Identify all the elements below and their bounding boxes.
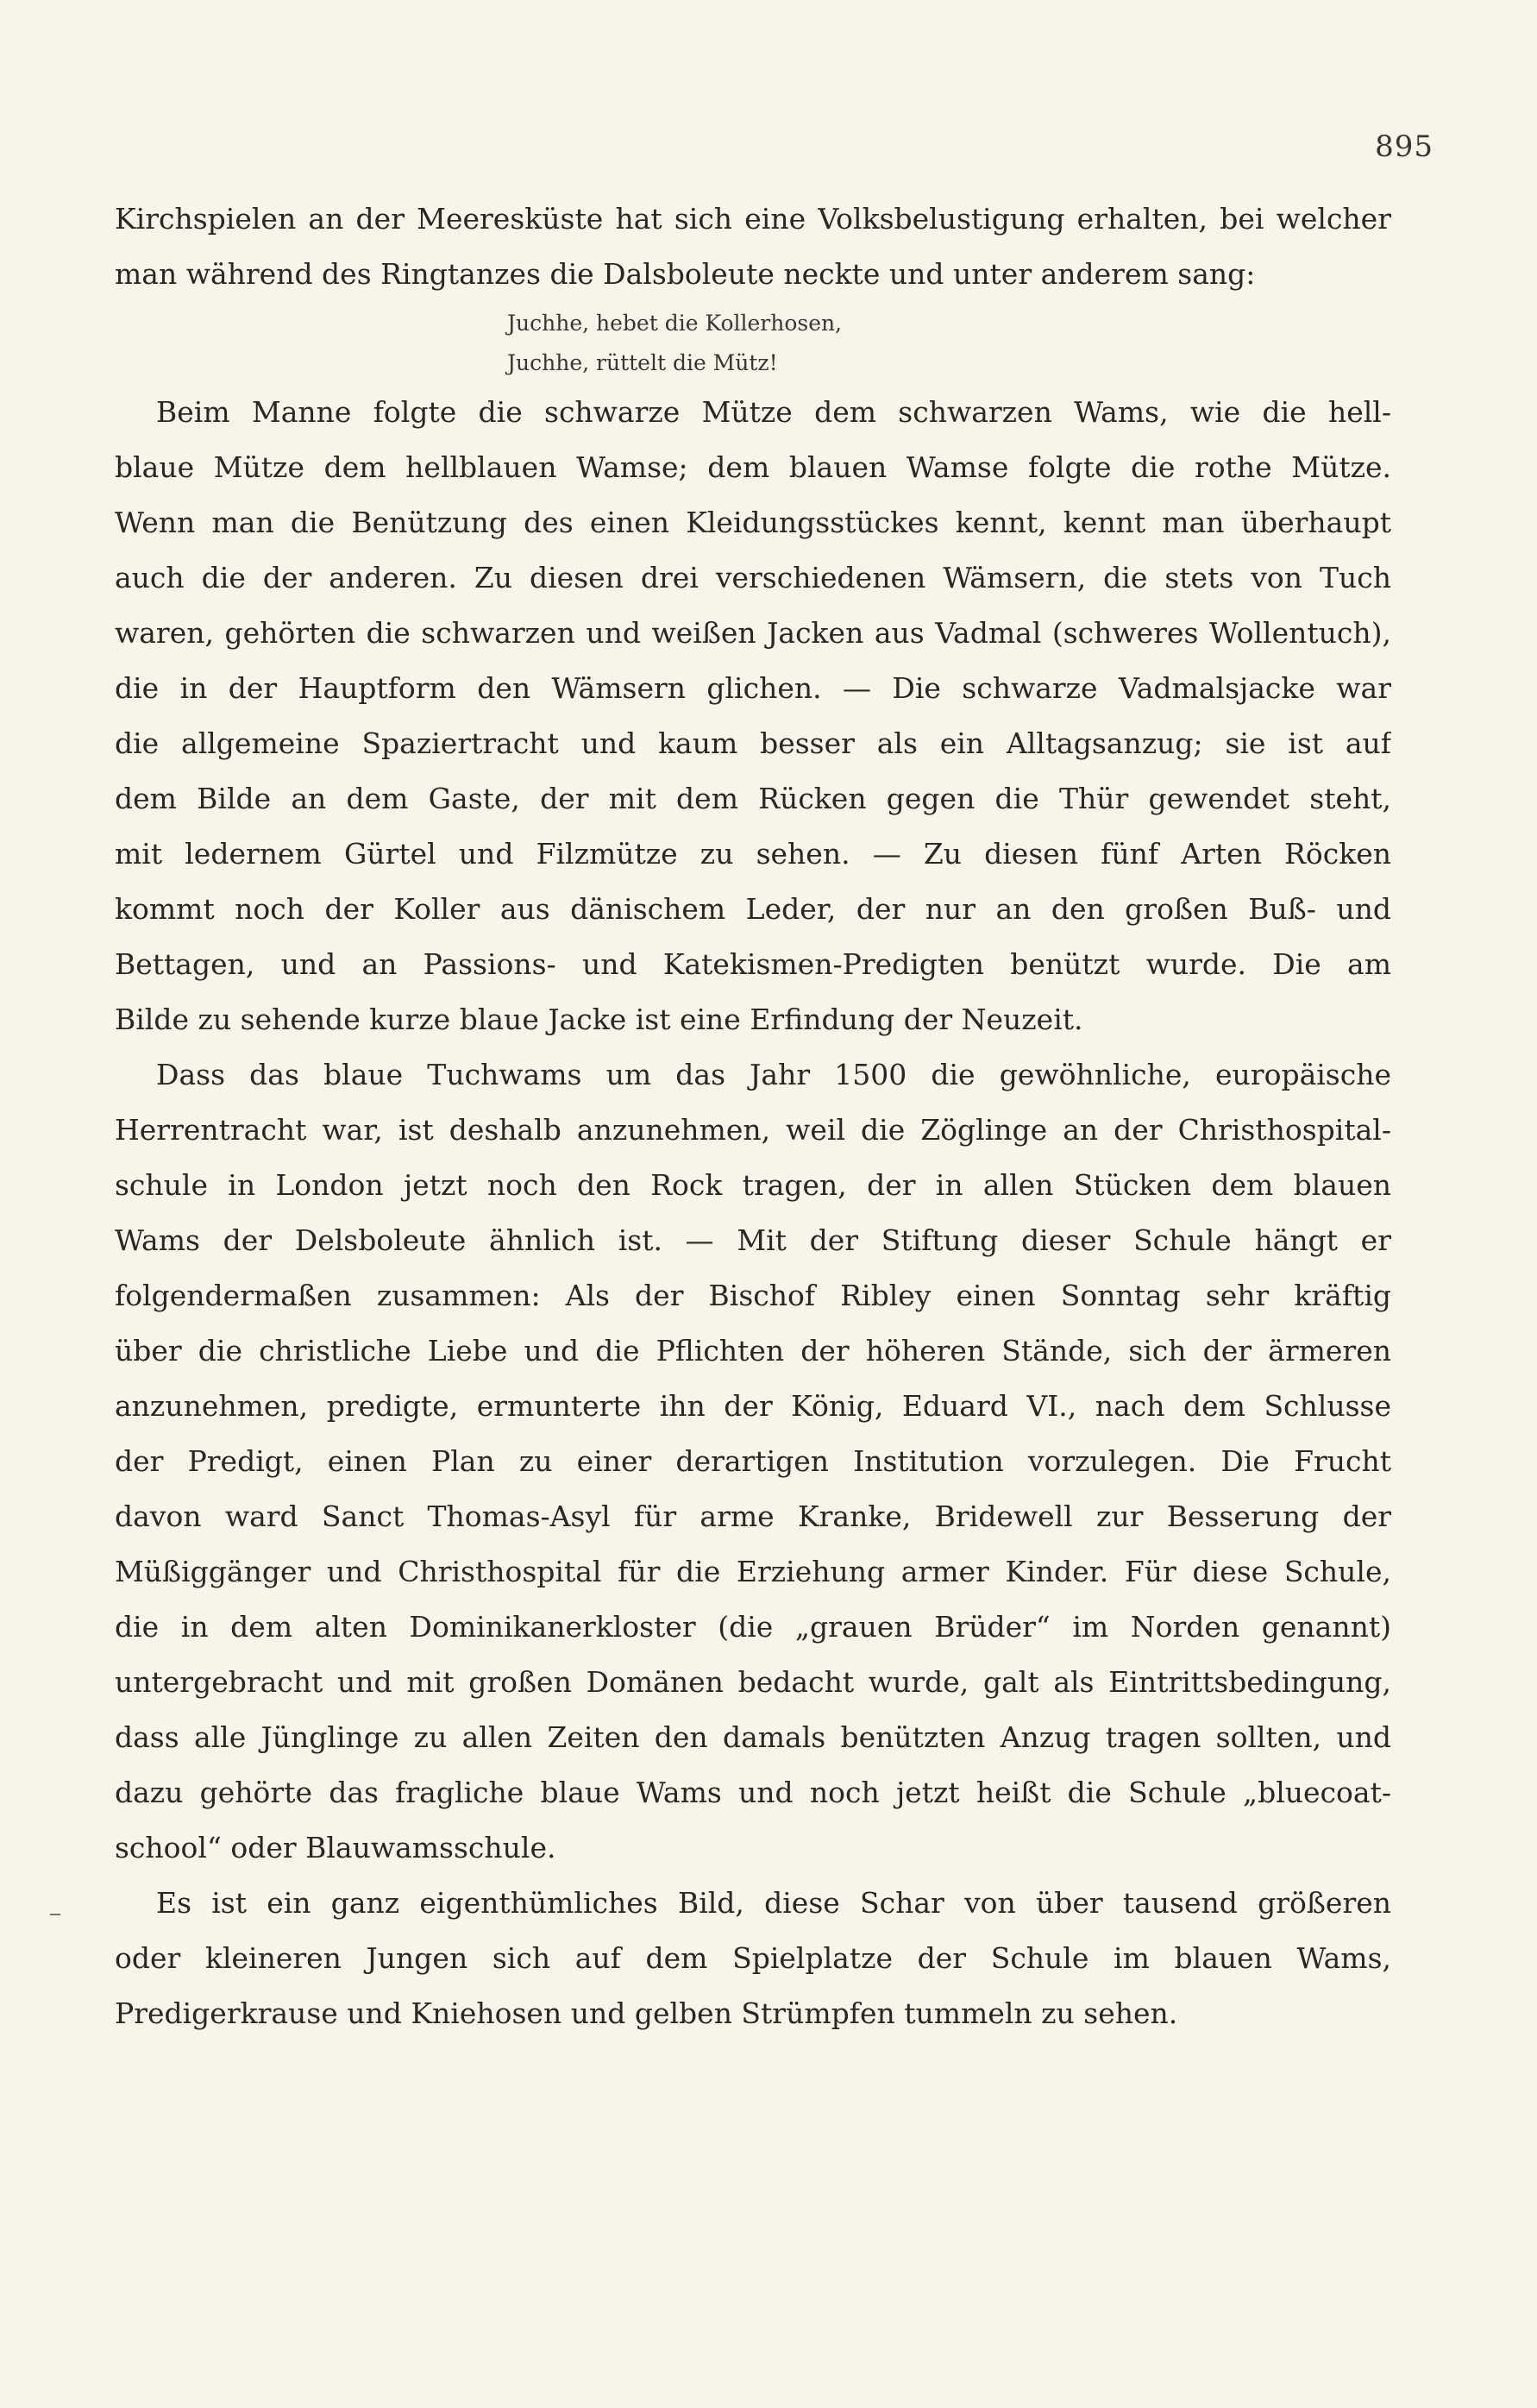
verse-line: Juchhe, rüttelt die Mütz! — [507, 350, 778, 375]
text-line: untergebracht und mit großen Domänen bedacht wurde, galt als Eintrittsbedingung, — [115, 1665, 1391, 1699]
text-line: Dass das blaue Tuchwams um das Jahr 1500 die gewöhnliche, europäische — [156, 1058, 1391, 1091]
text-line: Müßiggänger und Christhospital für die Erziehung armer Kinder. Für diese Schule, — [115, 1555, 1391, 1588]
text-line: anzunehmen, predigte, ermunterte ihn der König, Eduard VI., nach dem Schlusse — [115, 1389, 1391, 1423]
verse-quote — [115, 304, 1391, 383]
body-text — [115, 192, 1391, 2041]
text-line: Beim Manne folgte die schwarze Mütze dem schwarzen Wams, wie die hell- — [156, 395, 1391, 429]
paragraph-2 — [115, 385, 1391, 1047]
text-line: davon ward Sanct Thomas-Asyl für arme Kranke, Bridewell zur Besserung der — [115, 1499, 1391, 1533]
text-line: über die christliche Liebe und die Pflichten der höheren Stände, sich der ärmeren — [115, 1334, 1391, 1367]
text-line: die in dem alten Dominikanerkloster (die „grauen Brüder“ im Norden genannt) — [115, 1610, 1391, 1644]
text-line: schule in London jetzt noch den Rock tragen, der in allen Stücken dem blauen — [115, 1168, 1391, 1202]
text-line: auch die der anderen. Zu diesen drei verschiedenen Wämsern, die stets von Tuch — [115, 561, 1391, 594]
paragraph-4 — [115, 1876, 1391, 2041]
text-line: waren, gehörten die schwarzen und weißen Jacken aus Vadmal (schweres Wollentuch), — [115, 616, 1391, 650]
text-line: dass alle Jünglinge zu allen Zeiten den damals benützten Anzug tragen sollten, und — [115, 1720, 1391, 1754]
text-line: dazu gehörte das fragliche blaue Wams und noch jetzt heißt die Schule „bluecoat- — [115, 1776, 1391, 1809]
paragraph-1 — [115, 192, 1391, 302]
text-line: blaue Mütze dem hellblauen Wamse; dem blauen Wamse folgte die rothe Mütze. — [115, 450, 1391, 484]
verse-line: Juchhe, hebet die Kollerhosen, — [507, 311, 843, 336]
text-line: der Predigt, einen Plan zu einer derartigen Institution vorzulegen. Die Frucht — [115, 1444, 1391, 1478]
text-line: Wams der Delsboleute ähnlich ist. — Mit der Stiftung dieser Schule hängt er — [115, 1223, 1391, 1257]
text-line: Predigerkrause und Kniehosen und gelben Strümpfen tummeln zu sehen. — [115, 1996, 1178, 2030]
text-line: oder kleineren Jungen sich auf dem Spielplatze der Schule im blauen Wams, — [115, 1941, 1391, 1975]
text-line: Bilde zu sehende kurze blaue Jacke ist eine Erfindung der Neuzeit. — [115, 1003, 1083, 1036]
text-line: folgendermaßen zusammen: Als der Bischof Ribley einen Sonntag sehr kräftig — [115, 1279, 1391, 1312]
text-line: Wenn man die Benützung des einen Kleidungsstückes kennt, kennt man überhaupt — [115, 506, 1391, 539]
text-line: dem Bilde an dem Gaste, der mit dem Rücken gegen die Thür gewendet steht, — [115, 782, 1391, 815]
text-line: mit ledernem Gürtel und Filzmütze zu sehen. — Zu diesen fünf Arten Röcken — [115, 837, 1391, 871]
text-line: die in der Hauptform den Wämsern glichen. — Die schwarze Vadmalsjacke war — [115, 671, 1391, 705]
text-line: man während des Ringtanzes die Dalsboleute neckte und unter anderem sang: — [115, 257, 1256, 291]
text-line: school“ oder Blauwamsschule. — [115, 1831, 556, 1864]
text-line: Herrentracht war, ist deshalb anzunehmen, weil die Zöglinge an der Christhospital- — [115, 1113, 1391, 1147]
page-number: 895 — [1375, 129, 1433, 164]
text-line: Es ist ein ganz eigenthümliches Bild, diese Schar von über tausend größeren — [156, 1886, 1391, 1920]
text-line: Kirchspielen an der Meeresküste hat sich eine Volksbelustigung erhalten, bei welcher — [115, 202, 1391, 236]
paragraph-3 — [115, 1047, 1391, 1876]
text-line: Bettagen, und an Passions- und Katekismen-Predigten benützt wurde. Die am — [115, 947, 1391, 981]
margin-dash — [50, 1914, 60, 1915]
text-line: kommt noch der Koller aus dänischem Leder, der nur an den großen Buß- und — [115, 892, 1391, 926]
text-line: die allgemeine Spaziertracht und kaum besser als ein Alltagsanzug; sie ist auf — [115, 726, 1391, 760]
